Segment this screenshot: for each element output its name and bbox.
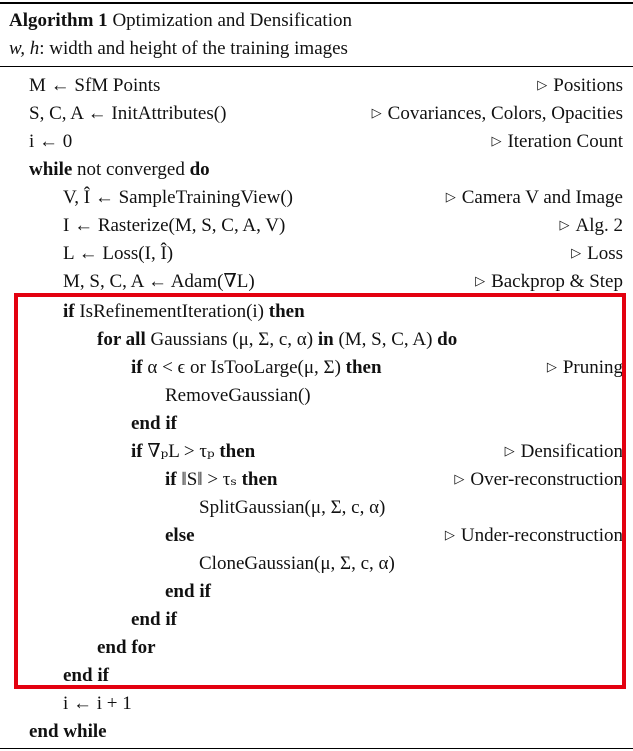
line-comment: ▷ Over-reconstruction [454,469,623,490]
line-code: if IsRefinementIteration(i) then [63,301,305,322]
line-code: if ‖S‖ > τₛ then [165,469,278,490]
line-code: M, S, C, A ← Adam(∇L) [63,271,255,292]
line-comment: ▷ Pruning [546,357,623,378]
params-desc: : width and height of the training images [39,38,348,59]
line-code: S, C, A ← InitAttributes() [29,103,227,124]
line-comment: ▷ Backprop & Step [475,271,623,292]
line-code: i ← 0 [29,131,73,152]
params-vars: w, h [9,38,40,59]
line-code: end if [131,413,177,434]
line-code: I ← Rasterize(M, S, C, A, V) [63,215,286,236]
algo-line [0,156,633,184]
line-code: i ← i + 1 [63,693,132,714]
line-code: while not converged do [29,159,210,180]
line-comment: ▷ Loss [571,243,623,264]
algo-line [0,184,633,212]
line-code: else [165,525,195,546]
algorithm-header [0,7,633,35]
bottom-rule [0,748,633,749]
line-comment: ▷ Positions [537,75,623,96]
line-code: for all Gaussians (μ, Σ, c, α) in (M, S, C, A) do [97,329,458,350]
line-code: L ← Loss(I, Î) [63,243,174,264]
algo-line [0,240,633,268]
line-comment: ▷ Under-reconstruction [444,525,623,546]
header-rule [0,66,633,67]
algo-line [0,268,633,296]
line-comment: ▷ Camera V and Image [445,187,623,208]
algorithm-title: Optimization and Densification [112,10,352,31]
line-comment: ▷ Densification [504,441,623,462]
line-comment: ▷ Covariances, Colors, Opacities [371,103,623,124]
algo-line [0,128,633,156]
line-code: end if [63,665,109,686]
highlight-box [14,293,626,689]
algorithm-params [0,35,633,63]
algo-line [0,718,633,746]
algo-line [0,690,633,718]
algo-line [0,72,633,100]
line-code: end if [165,581,211,602]
line-code: M ← SfM Points [29,75,161,96]
top-rule [0,2,633,4]
line-code: V, Î ← SampleTrainingView() [63,187,294,208]
line-code: SplitGaussian(μ, Σ, c, α) [199,497,386,518]
line-comment: ▷ Iteration Count [491,131,623,152]
line-code: if α < ϵ or IsTooLarge(μ, Σ) then [131,357,382,378]
algorithm-label: Algorithm 1 [9,10,108,31]
line-code: RemoveGaussian() [165,385,311,406]
line-code: CloneGaussian(μ, Σ, c, α) [199,553,395,574]
algo-line [0,212,633,240]
line-code: end while [29,721,107,742]
line-code: end if [131,609,177,630]
line-comment: ▷ Alg. 2 [559,215,623,236]
line-code: if ∇ₚL > τₚ then [131,441,256,462]
line-code: end for [97,637,156,658]
algo-line [0,100,633,128]
